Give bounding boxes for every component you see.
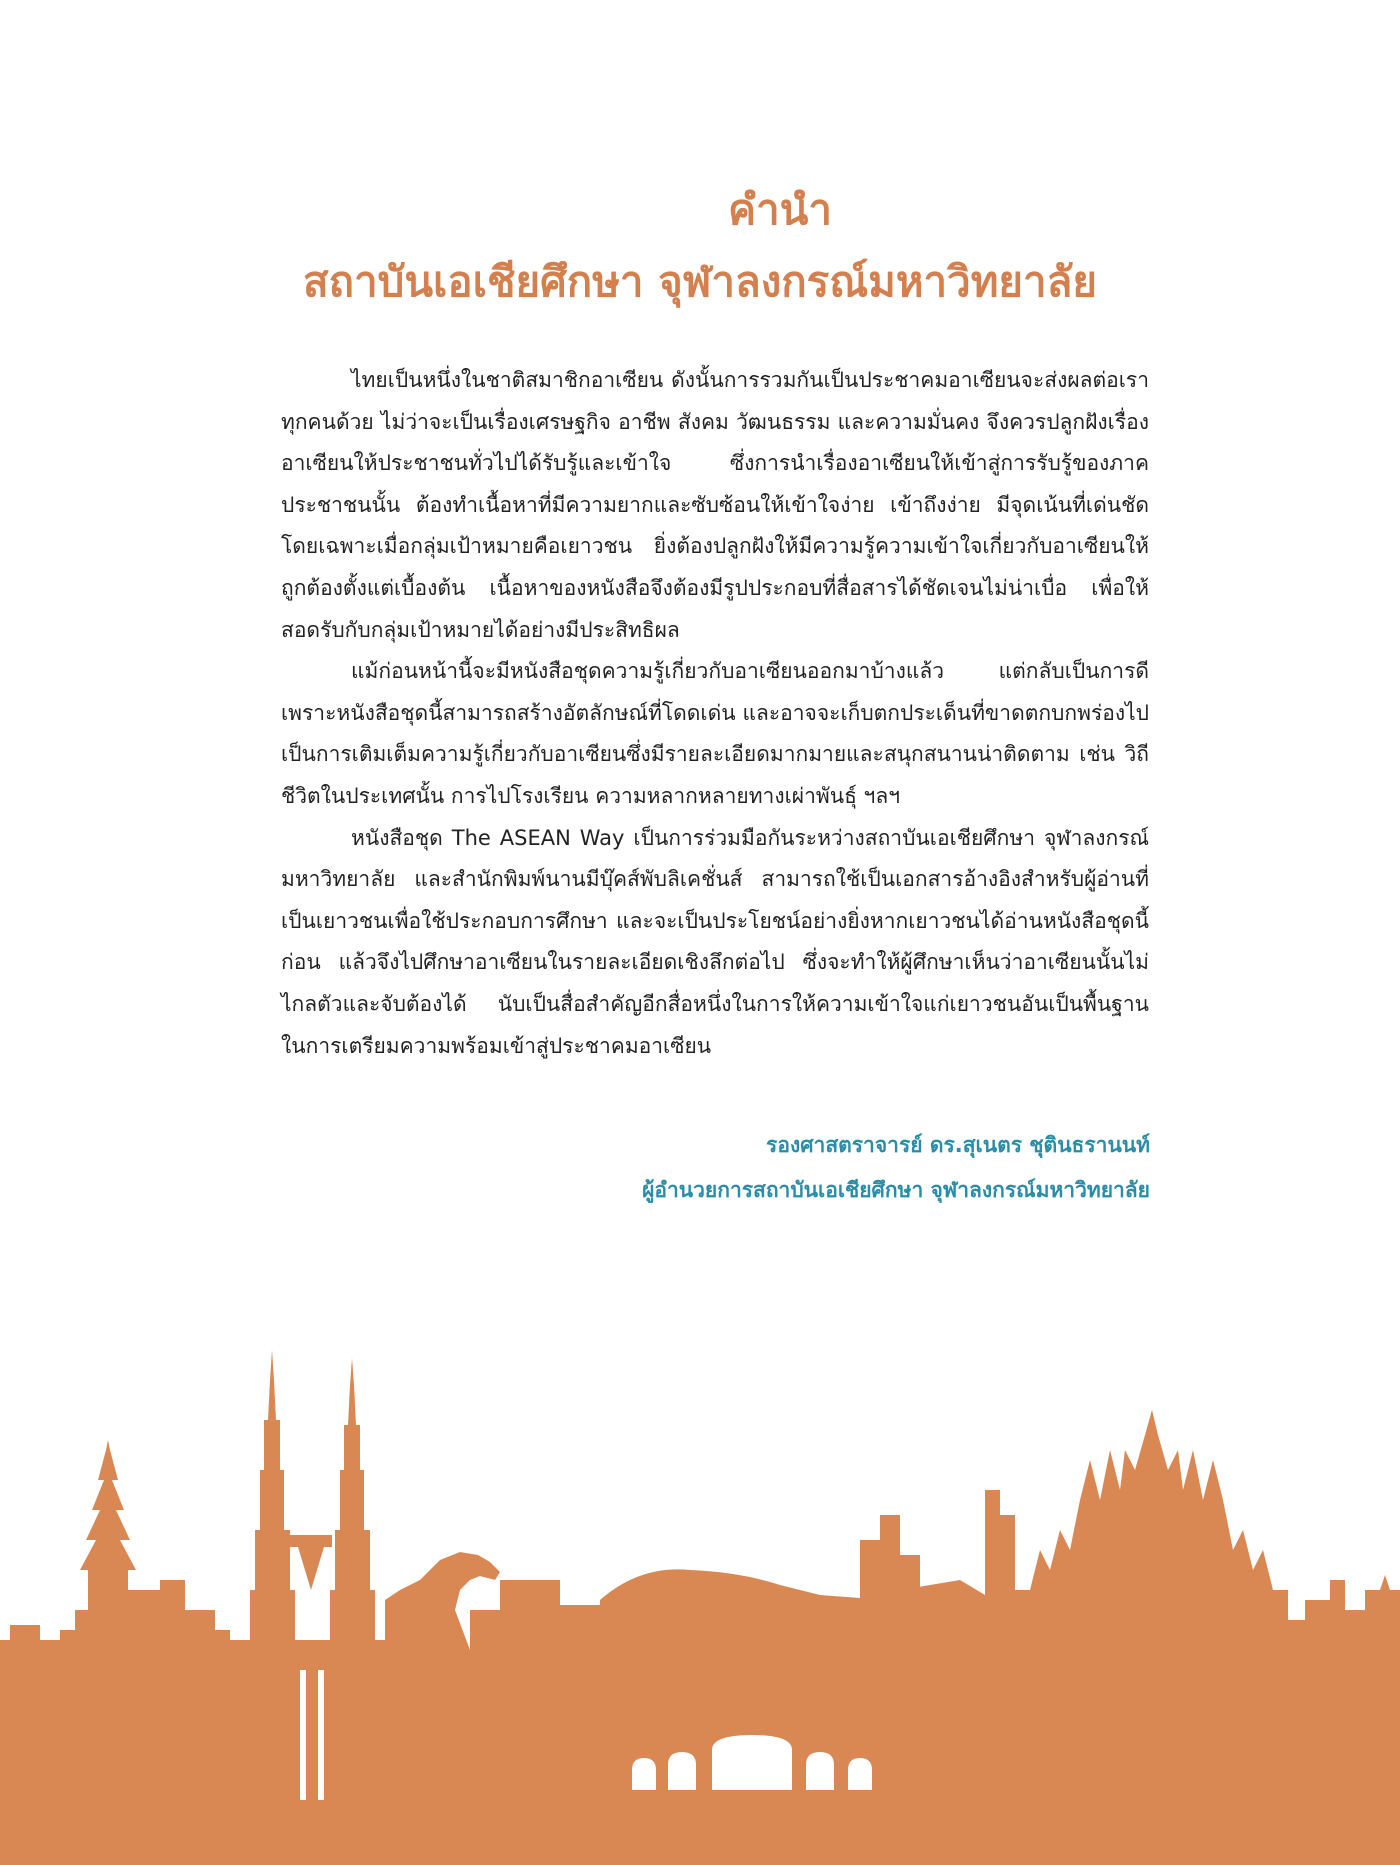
signature-block — [642, 1123, 1150, 1213]
preface-body — [281, 360, 1149, 1067]
asean-skyline-illustration — [0, 1340, 1400, 1865]
signature-position: ผู้อำนวยการสถาบันเอเชียศึกษา จุฬาลงกรณ์มหาวิทยาลัย — [642, 1178, 1150, 1202]
paragraph-1: ไทยเป็นหนึ่งในชาติสมาชิกอาเซียน ดังนั้นการรวมกันเป็นประชาคมอาเซียนจะส่งผลต่อเราทุกคนด้วย ไม่ว่าจะเป็นเรื่องเศรษฐกิจ อาชีพ สังคม วัฒนธรรม และความมั่นคง จึงควรปลูกฝังเรื่องอาเซียนให้ประชาชนทั่วไปได้รับรู้และเข้าใจ ซึ่งการนำเรื่องอาเซียนให้เข้าสู่การรับรู้ของภาคประชาชนนั้น ต้องทำเนื้อหาที่มีความยากและซับซ้อนให้เข้าใจง่าย เข้าถึงง่าย มีจุดเน้นที่เด่นชัด โดยเฉพาะเมื่อกลุ่มเป้าหมายคือเยาวชน ยิ่งต้องปลูกฝังให้มีความรู้ความเข้าใจเกี่ยวกับอาเซียนให้ถูกต้องตั้งแต่เบื้องต้น เนื้อหาของหนังสือจึงต้องมีรูปประกอบที่สื่อสารได้ชัดเจนไม่น่าเบื่อ เพื่อให้สอดรับกับกลุ่มเป้าหมายได้อย่างมีประสิทธิผล — [281, 368, 1149, 642]
heading — [0, 180, 1400, 312]
heading-title: คำนำ — [728, 185, 832, 234]
heading-subtitle: สถาบันเอเชียศึกษา จุฬาลงกรณ์มหาวิทยาลัย — [303, 257, 1097, 306]
signature-name: รองศาสตราจารย์ ดร.สุเนตร ชุตินธรานนท์ — [766, 1133, 1150, 1157]
paragraph-2: แม้ก่อนหน้านี้จะมีหนังสือชุดความรู้เกี่ยวกับอาเซียนออกมาบ้างแล้ว แต่กลับเป็นการดีเพราะหนังสือชุดนี้สามารถสร้างอัตลักษณ์ที่โดดเด่น และอาจจะเก็บตกประเด็นที่ขาดตกบกพร่องไป เป็นการเติมเต็มความรู้เกี่ยวกับอาเซียนซึ่งมีรายละเอียดมากมายและสนุกสนานน่าติดตาม เช่น วิถีชีวิตในประเทศนั้น การไปโรงเรียน ความหลากหลายทางเผ่าพันธุ์ ฯลฯ — [281, 659, 1149, 808]
skyline-silhouette — [0, 1350, 1400, 1865]
paragraph-3: หนังสือชุด The ASEAN Way เป็นการร่วมมือกันระหว่างสถาบันเอเชียศึกษา จุฬาลงกรณ์มหาวิทยาลัย และสำนักพิมพ์นานมีบุ๊คส์พับลิเคชั่นส์ สามารถใช้เป็นเอกสารอ้างอิงสำหรับผู้อ่านที่เป็นเยาวชนเพื่อใช้ประกอบการศึกษา และจะเป็นประโยชน์อย่างยิ่งหากเยาวชนได้อ่านหนังสือชุดนี้ก่อน แล้วจึงไปศึกษาอาเซียนในรายละเอียดเชิงลึกต่อไป ซึ่งจะทำให้ผู้ศึกษาเห็นว่าอาเซียนนั้นไม่ไกลตัวและจับต้องได้ นับเป็นสื่อสำคัญอีกสื่อหนึ่งในการให้ความเข้าใจแก่เยาวชนอันเป็นพื้นฐานในการเตรียมความพร้อมเข้าสู่ประชาคมอาเซียน — [281, 825, 1149, 1058]
